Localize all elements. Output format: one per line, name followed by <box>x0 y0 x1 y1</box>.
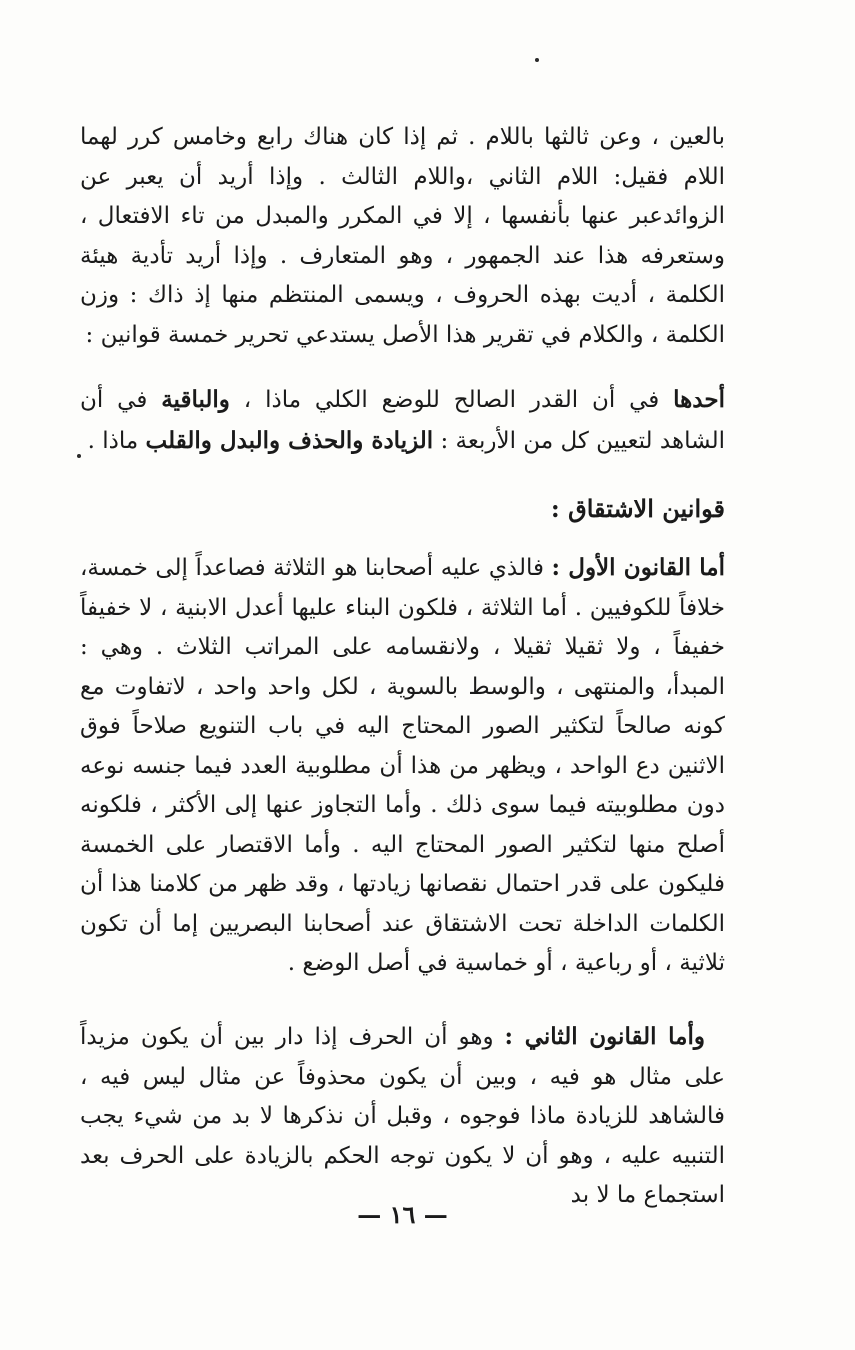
paragraph-text: في أن القدر الصالح للوضع الكلي ماذا ، <box>229 387 674 413</box>
paragraph-text: فالذي عليه أصحابنا هو الثلاثة فصاعداً إلى خمسة، خلافاً للكوفيين . أما الثلاثة ، فلكون البناء عليها أعدل الابنية ، لا خفيفاً خفيفاً ، ولا ثقيلا ثقيلا ، ولانقسامه على المراتب الثلاث . وهي : المبدأ، والمنتهى ، والوسط بالسوية ، لكل واحد واحد ، لاتفاوت مع كونه صالحاً لتكثير الصور المحتاج اليه في باب التنويع صلاحاً فوق الاثنين دع الواحد ، ويظهر من هذا أن مطلوبية العدد فيما جنسه نوعه دون مطلوبيته فيما سوى ذلك . وأما التجاوز عنها إلى الأكثر ، فلكونه أصلح منها لتكثير الصور المحتاج اليه . وأما الاقتصار على الخمسة فليكون على قدر احتمال نقصانها زيادتها ، وقد ظهر من كلامنا هذا أن الكلمات الداخلة تحت الاشتقاق عند أصحابنا البصريين إما أن تكون ثلاثية ، أو رباعية ، أو خماسية في أصل الوضع . <box>80 555 725 976</box>
paragraph-text: بالعين ، وعن ثالثها باللام . ثم إذا كان هناك رابع وخامس كرر لهما اللام فقيل: اللام الثاني ،واللام الثالث . وإذا أريد أن يعبر عن الزوائدعبر عنها بأنفسها ، إلا في المكرر والمبدل من تاء الافتعال ، وستعرفه هذا عند الجمهور ، وهو المتعارف . وإذا أريد تأدية هيئة الكلمة ، أديت بهذه الحروف ، ويسمى المنتظم منها إذ ذاك : وزن الكلمة ، والكلام في تقرير هذا الأصل يستدعي تحرير خمسة قوانين : <box>80 124 725 348</box>
page-number: — ١٦ — <box>357 1200 448 1229</box>
paragraph-second-law <box>80 1017 725 1216</box>
paragraph-continuation <box>80 118 725 355</box>
section-heading: قوانين الاشتقاق : <box>550 494 725 523</box>
paragraph-laws-overview <box>80 380 725 461</box>
paragraph-text: في أن الشاهد لتعيين كل من الأربعة : <box>80 387 725 454</box>
remaining-label: والباقية <box>161 386 230 413</box>
law-label: أما القانون الأول : <box>551 554 725 581</box>
lead-word: أحدها <box>673 386 725 413</box>
book-page <box>80 0 725 1350</box>
paragraph-text: ماذا . <box>87 427 146 454</box>
paragraph-text: وهو أن الحرف إذا دار بين أن يكون مزيداً على مثال هو فيه ، وبين أن يكون محذوفاً عن مثال ليس فيه ، فالشاهد للزيادة ماذا فوجوه ، وقبل أن نذكرها لا بد من شيء يجب التنبيه عليه ، وهو أن لا يكون توجه الحكم بالزيادة على الحرف بعد استجماع ما لا بد <box>80 1024 725 1208</box>
four-terms: الزيادة والحذف والبدل والقلب <box>145 426 434 454</box>
ink-speck <box>535 58 539 62</box>
paragraph-first-law <box>80 548 725 984</box>
law-label: وأما القانون الثاني : <box>504 1023 705 1050</box>
